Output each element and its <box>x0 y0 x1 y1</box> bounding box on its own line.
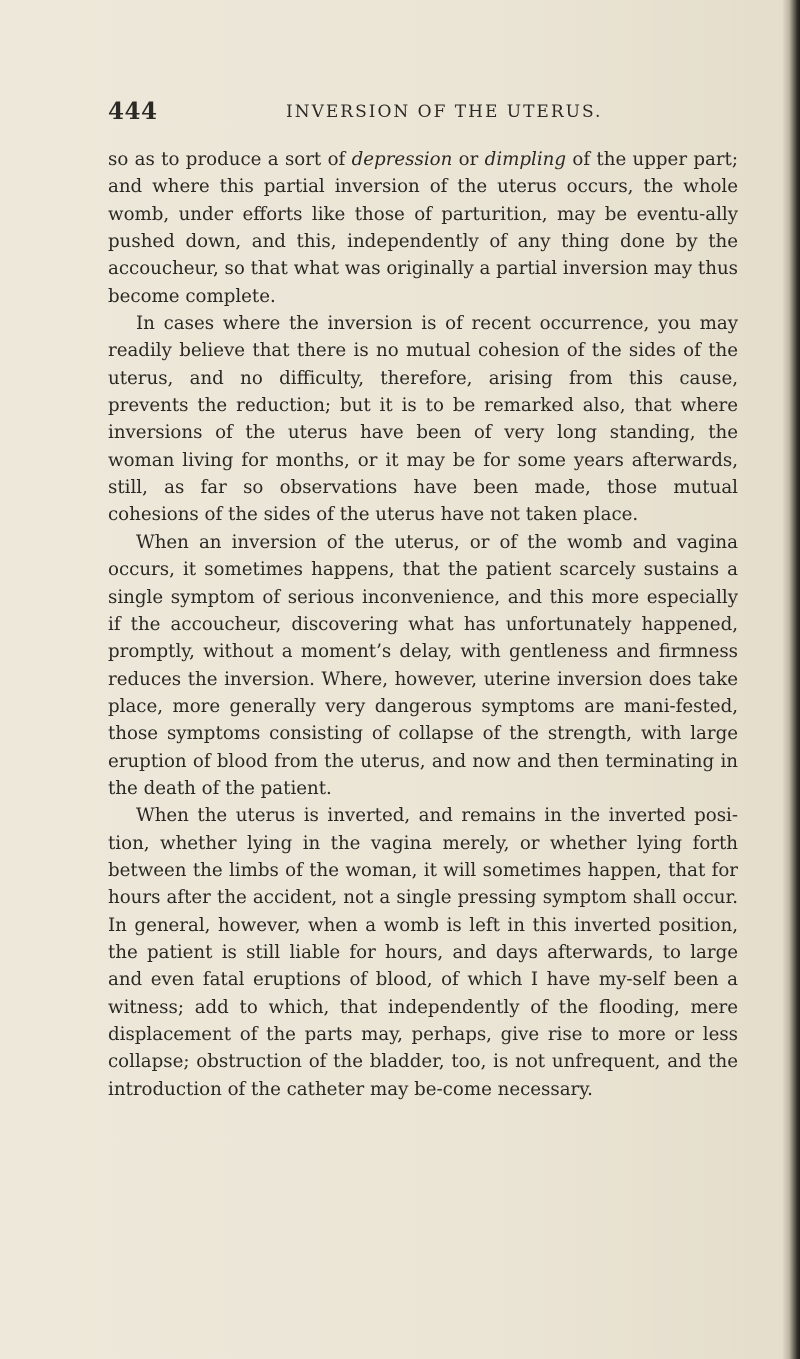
running-title: INVERSION OF THE UTERUS. <box>286 102 603 122</box>
paragraph-1-before: so as to produce a sort of <box>108 149 352 170</box>
paragraph-3: When an inversion of the uterus, or of the womb and vagina occurs, it sometimes happens, that the patient scarcely sustains a single symptom of serious inconvenience, and this more especially if the accoucheur, discovering what has unfortunately happened, promptly, without a moment’s delay, with gentleness and firmness reduces the inversion. Where, however, uterine inversion does take place, more generally very dangerous symptoms are mani-fested, those symptoms consisting of collapse of the strength, with large eruption of blood from the uterus, and now and then terminating in the death of the patient. <box>108 531 738 799</box>
paragraph-1-mid: or <box>452 149 485 170</box>
page-edge-shadow <box>782 0 800 1359</box>
body-text <box>108 146 738 1103</box>
paragraph-2: In cases where the inversion is of recent occurrence, you may readily believe that there is no mutual cohesion of the sides of the uterus, and no difficulty, therefore, arising from this cause, prevents the reduction; but it is to be remarked also, that where inversions of the uterus have been of very long standing, the woman living for months, or it may be for some years afterwards, still, as far so observations have been made, those mutual cohesions of the sides of the uterus have not taken place. <box>108 313 738 526</box>
paragraph-1 <box>108 146 738 310</box>
emphasis-depression: depression <box>351 149 453 170</box>
paragraph-4: When the uterus is inverted, and remains in the inverted posi-tion, whether lying in the vagina merely, or whether lying forth between the limbs of the woman, it will sometimes happen, that for hours after the accident, not a single pressing symptom shall occur. In general, however, when a womb is left in this inverted position, the patient is still liable for hours, and days afterwards, to large and even fatal eruptions of blood, of which I have my-self been a witness; add to which, that independently of the flooding, mere displacement of the parts may, perhaps, give rise to more or less collapse; obstruction of the bladder, too, is not unfrequent, and the introduction of the catheter may be-come necessary. <box>108 805 738 1100</box>
page-header <box>108 98 768 128</box>
paragraph-1-after: of the upper part; and where this partial inversion of the uterus occurs, the whole womb, under efforts like those of parturition, may be eventu-ally pushed down, and this, independently of any thing done by the accoucheur, so that what was originally a partial inversion may thus become complete. <box>108 149 738 307</box>
page-number: 444 <box>108 98 158 125</box>
emphasis-dimpling: dimpling <box>484 149 567 170</box>
